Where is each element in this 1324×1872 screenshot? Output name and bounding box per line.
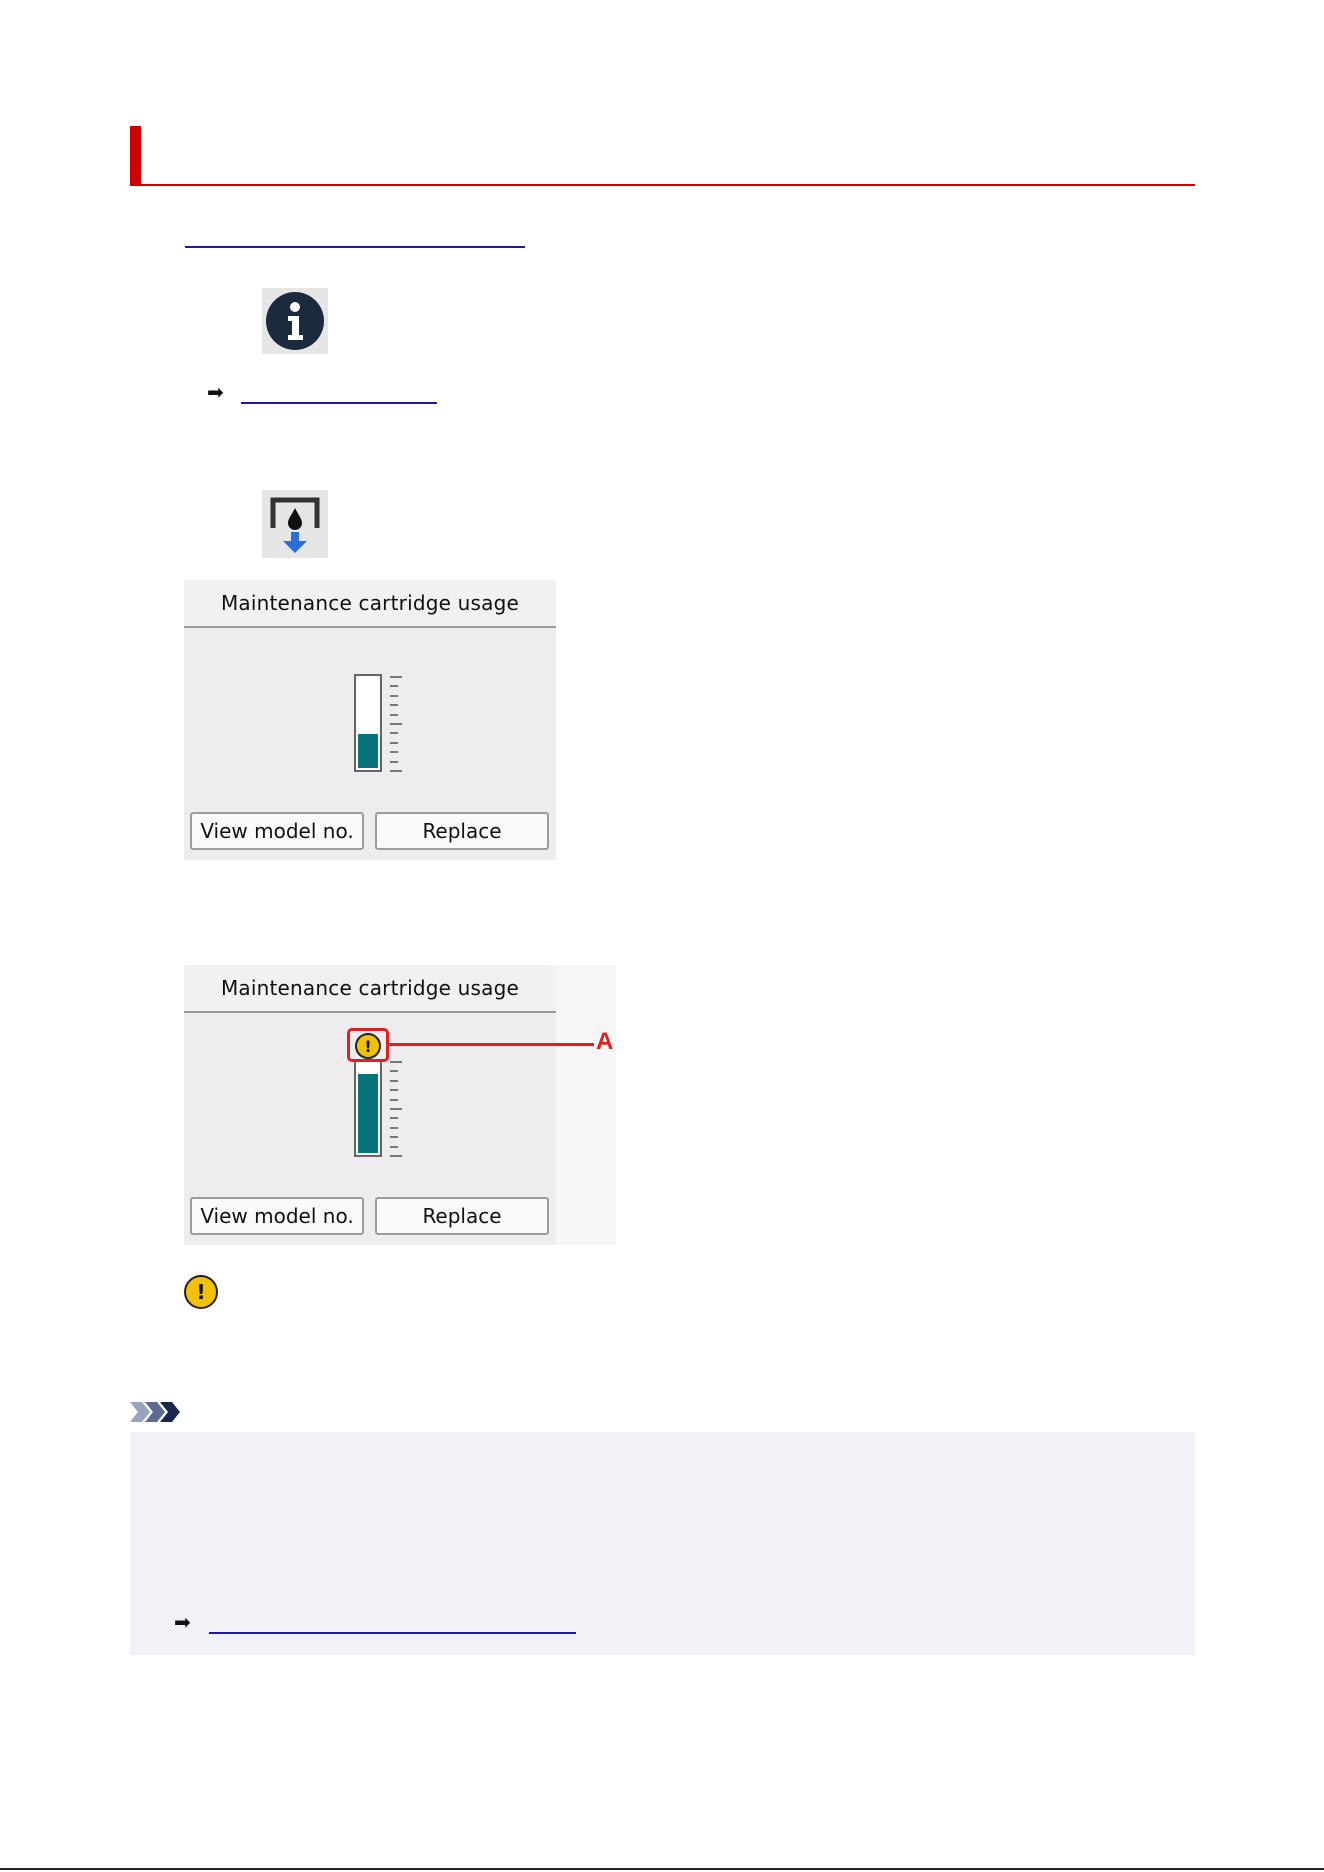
arrow-right-icon: ➡ xyxy=(207,382,224,404)
warning-icon: ! xyxy=(355,1033,381,1059)
heading-accent-bar xyxy=(130,126,141,185)
gauge-tick xyxy=(390,770,402,772)
gauge-tick xyxy=(390,1099,398,1101)
gauge-tick xyxy=(390,685,398,687)
gauge-tick xyxy=(390,1136,398,1138)
lcd2-title: Maintenance cartridge usage xyxy=(184,965,556,1013)
gauge-tick xyxy=(390,751,398,753)
lcd-screen-2 xyxy=(184,965,556,1245)
maintenance-cartridge-icon xyxy=(265,492,325,556)
replace-button[interactable]: Replace xyxy=(375,1197,549,1235)
gauge-tick xyxy=(390,1155,402,1157)
gauge-tick xyxy=(390,761,398,763)
callout-label: A xyxy=(596,1028,614,1055)
screenshot-edge xyxy=(556,965,616,1245)
view-model-no-button[interactable]: View model no. xyxy=(190,812,364,850)
gauge-tick xyxy=(390,1061,402,1063)
arrow-right-icon: ➡ xyxy=(174,1612,191,1634)
lcd1-usage-gauge xyxy=(354,674,382,772)
lcd2-usage-fill xyxy=(358,1074,378,1153)
heading-rule xyxy=(130,184,1195,186)
top-link-underline[interactable] xyxy=(185,246,525,248)
home-link-underline[interactable] xyxy=(241,402,437,404)
gauge-tick xyxy=(390,1117,398,1119)
gauge-tick xyxy=(390,714,398,716)
lcd1-usage-fill xyxy=(358,734,378,768)
note-box xyxy=(130,1432,1195,1655)
lcd2-usage-gauge xyxy=(354,1059,382,1157)
gauge-tick xyxy=(390,723,402,725)
warning-legend-icon: ! xyxy=(184,1275,218,1309)
gauge-tick xyxy=(390,704,398,706)
information-icon-tile xyxy=(262,288,328,354)
gauge-tick xyxy=(390,1108,402,1110)
gauge-tick xyxy=(390,1070,398,1072)
gauge-tick xyxy=(390,1089,398,1091)
view-model-no-button[interactable]: View model no. xyxy=(190,1197,364,1235)
information-icon xyxy=(265,291,325,351)
lcd2-gauge-scale xyxy=(390,1061,402,1157)
replace-button[interactable]: Replace xyxy=(375,812,549,850)
gauge-tick xyxy=(390,1080,398,1082)
gauge-tick xyxy=(390,732,398,734)
callout-box xyxy=(347,1028,389,1062)
callout-line xyxy=(389,1043,594,1046)
lcd1-gauge-scale xyxy=(390,676,402,772)
gauge-tick xyxy=(390,695,398,697)
note-link-underline[interactable] xyxy=(209,1632,576,1634)
gauge-tick xyxy=(390,1127,398,1129)
gauge-tick xyxy=(390,1146,398,1148)
gauge-tick xyxy=(390,742,398,744)
note-chevron-icon xyxy=(128,1400,184,1424)
page-bottom-rule xyxy=(0,1868,1324,1870)
gauge-tick xyxy=(390,676,402,678)
lcd-screen-1 xyxy=(184,580,556,860)
maintenance-cartridge-icon-tile xyxy=(262,490,328,558)
lcd1-title: Maintenance cartridge usage xyxy=(184,580,556,628)
